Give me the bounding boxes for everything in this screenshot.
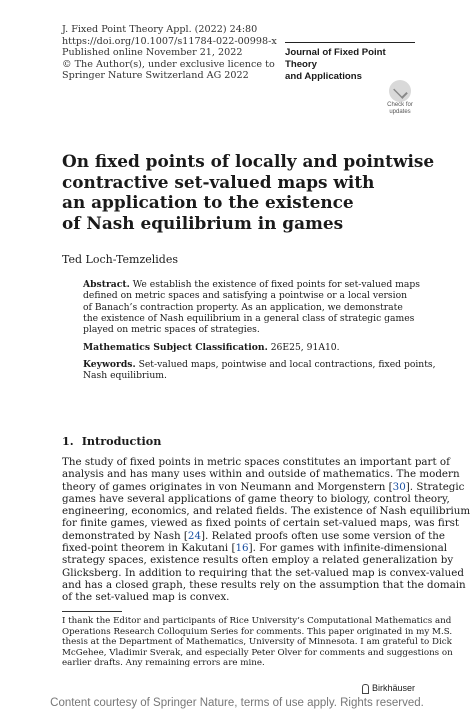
copyright-line: © The Author(s), under exclusive licence to — [62, 58, 275, 70]
title-line: of Nash equilibrium in games — [62, 212, 344, 233]
body-line: analysis and has many uses within and outside of mathematics. The modern — [62, 468, 460, 481]
publisher-name: Birkhäuser — [372, 683, 416, 693]
body-line: of the set-valued map is convex. — [62, 591, 230, 604]
citation-line: J. Fixed Point Theory Appl. (2022) 24:80 — [62, 24, 258, 35]
abstract-line: defined on metric spaces and satisfying a pointwise or a local version — [83, 290, 408, 302]
section-number: 1. — [62, 434, 74, 448]
msc-label: Mathematics Subject Classification. — [83, 342, 268, 354]
journal-name-box — [285, 42, 415, 82]
title-line: contractive set-valued maps with — [62, 171, 375, 192]
citation-link[interactable]: 16 — [235, 542, 249, 555]
body-line: strategy spaces, existence results often employ a related generalization by — [62, 554, 454, 567]
author-name: Ted Loch-Temzelides — [62, 253, 178, 266]
body-line: games have several applications of game theory to biology, control theory, — [62, 492, 450, 505]
journal-name-line: Journal of Fixed Point Theory — [285, 47, 386, 70]
footnote-line: I thank the Editor and participants of Rice University’s Computational Mathematics and — [62, 616, 452, 626]
published-date: Published online November 21, 2022 — [62, 47, 243, 58]
citation-link[interactable]: 24 — [187, 529, 202, 542]
body-line: and has a closed graph, these results rely on the assumption that the domain — [62, 578, 466, 591]
check-for-updates-button[interactable] — [384, 80, 416, 116]
paper-title — [62, 151, 442, 233]
check-for-updates-label: updates — [389, 109, 411, 115]
footnote-rule — [62, 611, 122, 612]
copyright-holder: Springer Nature Switzerland AG 2022 — [62, 70, 249, 81]
keywords-label: Keywords. — [83, 358, 136, 370]
body-line: Glicksberg. In addition to requiring that the set-valued map is convex-valued — [62, 566, 464, 579]
abstract-line: Abstract. We establish the existence of fixed points for set-valued maps — [83, 279, 420, 290]
check-for-updates-label: Check for — [387, 102, 413, 108]
courtesy-notice: Content courtesy of Springer Nature, terms of use apply. Rights reserved. — [50, 697, 424, 709]
footnote-line: thesis at the Department of Mathematics, University of Minnesota. I am grateful to Dick — [62, 637, 452, 648]
introduction-text — [62, 456, 471, 604]
birkhauser-icon — [361, 684, 369, 693]
title-line: On fixed points of locally and pointwise — [62, 151, 435, 171]
section-title: Introduction — [81, 434, 162, 448]
footnote-line: McGehee, Vladimir Sverak, and especially Peter Olver for comments and suggestions on — [62, 647, 453, 658]
journal-name-line: and Applications — [285, 70, 362, 82]
body-line: fixed-point theorem in Kakutani [16]. For games with infinite-dimensional — [62, 542, 448, 555]
citation-link[interactable]: 30 — [392, 480, 406, 493]
check-for-updates-icon — [389, 80, 411, 102]
body-line: theory of games originates in von Neumann and Morgenstern [30]. Strategic — [62, 480, 465, 493]
abstract-label: Abstract. — [83, 279, 130, 290]
footnote-line: earlier drafts. Any remaining errors are mine. — [62, 658, 265, 669]
body-line: for finite games, viewed as fixed points of certain set-valued maps, was first — [62, 517, 460, 530]
abstract-line: of Banach’s contraction property. As an application, we demonstrate — [83, 301, 403, 313]
publisher-logo — [361, 683, 415, 693]
msc-value: 26E25, 91A10. — [270, 342, 340, 354]
keywords-line: Nash equilibrium. — [83, 370, 167, 382]
footnote-line: Operations Research Colloquium Series for comments. This paper originated in my M.S. — [62, 626, 453, 637]
acknowledgement-footnote — [62, 616, 453, 669]
body-line: The study of fixed points in metric spaces constitutes an important part of — [62, 456, 450, 468]
abstract-line: the existence of Nash equilibrium in a general class of strategic games — [83, 312, 415, 324]
body-line: engineering, economics, and related fields. The existence of Nash equilibrium — [62, 505, 471, 518]
article-metadata — [62, 24, 277, 82]
body-line: demonstrated by Nash [24]. Related proofs often use some version of the — [62, 529, 445, 542]
title-line: an application to the existence — [62, 192, 354, 212]
msc-line — [83, 342, 413, 353]
doi-link[interactable]: https://doi.org/10.1007/s11784-022-00998-x — [62, 35, 277, 47]
abstract-line: played on metric spaces of strategies. — [83, 324, 260, 336]
keywords-line: Keywords. Set-valued maps, pointwise and local contractions, fixed points, — [83, 358, 436, 370]
section-heading — [62, 434, 169, 448]
abstract-block — [83, 279, 436, 382]
